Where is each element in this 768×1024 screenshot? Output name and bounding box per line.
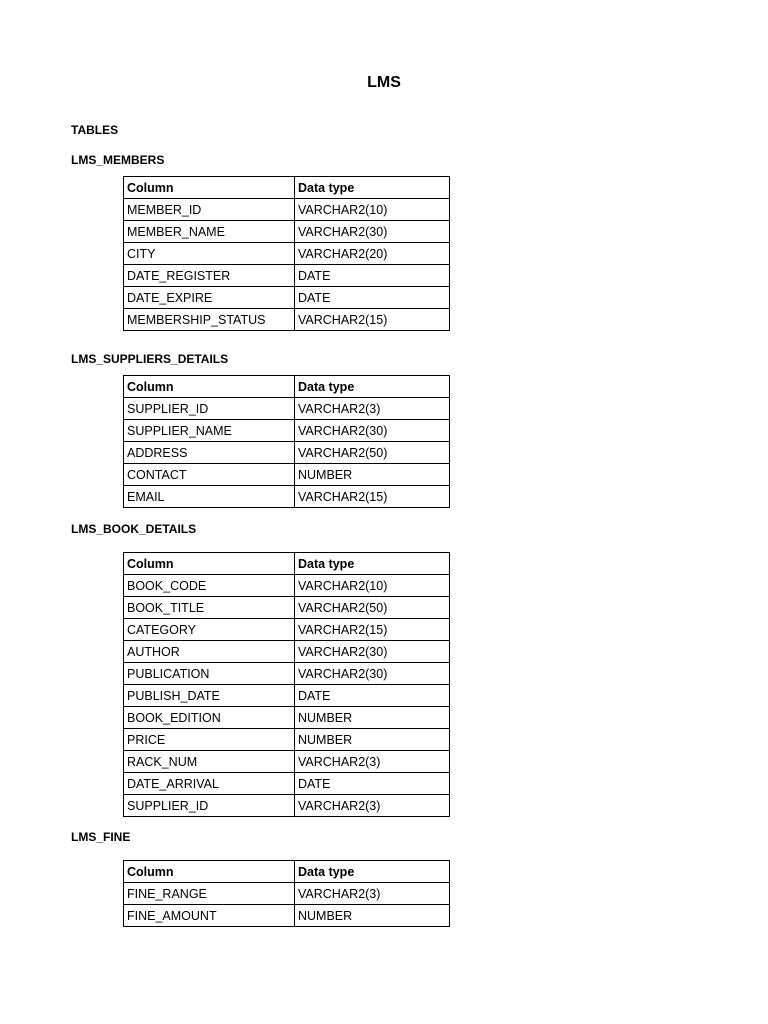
table-row <box>124 464 450 486</box>
column-name-cell: CITY <box>124 243 295 265</box>
data-type-cell: NUMBER <box>295 729 450 751</box>
data-type-cell: VARCHAR2(30) <box>295 420 450 442</box>
column-name-cell: CATEGORY <box>124 619 295 641</box>
data-type-header: Data type <box>295 861 450 883</box>
data-type-cell: VARCHAR2(30) <box>295 663 450 685</box>
column-name-cell: PUBLISH_DATE <box>124 685 295 707</box>
column-name-cell: CONTACT <box>124 464 295 486</box>
data-type-header: Data type <box>295 177 450 199</box>
table-row <box>124 398 450 420</box>
data-type-cell: DATE <box>295 265 450 287</box>
column-name-cell: PUBLICATION <box>124 663 295 685</box>
header-row <box>124 553 450 575</box>
column-name-cell: MEMBER_NAME <box>124 221 295 243</box>
column-header: Column <box>124 376 295 398</box>
data-type-cell: NUMBER <box>295 464 450 486</box>
data-type-cell: NUMBER <box>295 905 450 927</box>
column-name-cell: RACK_NUM <box>124 751 295 773</box>
data-type-cell: VARCHAR2(3) <box>295 398 450 420</box>
table-row <box>124 905 450 927</box>
table-row <box>124 795 450 817</box>
column-name-cell: SUPPLIER_NAME <box>124 420 295 442</box>
data-type-cell: VARCHAR2(20) <box>295 243 450 265</box>
table-row <box>124 751 450 773</box>
data-type-cell: VARCHAR2(50) <box>295 442 450 464</box>
data-type-cell: VARCHAR2(10) <box>295 575 450 597</box>
data-type-cell: VARCHAR2(3) <box>295 751 450 773</box>
table-row <box>124 619 450 641</box>
table-row <box>124 883 450 905</box>
table-row <box>124 773 450 795</box>
data-type-cell: VARCHAR2(30) <box>295 641 450 663</box>
column-name-cell: ADDRESS <box>124 442 295 464</box>
section-heading-tables: TABLES <box>71 123 119 137</box>
table-heading-lms-book-details: LMS_BOOK_DETAILS <box>71 522 197 536</box>
header-row <box>124 376 450 398</box>
table-row <box>124 486 450 508</box>
column-name-cell: BOOK_CODE <box>124 575 295 597</box>
column-name-cell: AUTHOR <box>124 641 295 663</box>
column-name-cell: MEMBER_ID <box>124 199 295 221</box>
table-heading-lms-members: LMS_MEMBERS <box>71 153 165 167</box>
data-type-cell: DATE <box>295 287 450 309</box>
table-row <box>124 707 450 729</box>
table-row <box>124 729 450 751</box>
column-name-cell: SUPPLIER_ID <box>124 398 295 420</box>
column-header: Column <box>124 861 295 883</box>
data-type-cell: DATE <box>295 773 450 795</box>
table-lms-fine <box>123 860 450 927</box>
header-row <box>124 177 450 199</box>
table-lms-members <box>123 176 450 331</box>
column-name-cell: FINE_AMOUNT <box>124 905 295 927</box>
data-type-cell: VARCHAR2(15) <box>295 309 450 331</box>
column-name-cell: PRICE <box>124 729 295 751</box>
table-row <box>124 287 450 309</box>
data-type-cell: VARCHAR2(15) <box>295 486 450 508</box>
table-row <box>124 663 450 685</box>
data-type-cell: VARCHAR2(3) <box>295 795 450 817</box>
column-name-cell: DATE_EXPIRE <box>124 287 295 309</box>
table-row <box>124 199 450 221</box>
column-header: Column <box>124 177 295 199</box>
table-row <box>124 575 450 597</box>
document-title: LMS <box>367 74 401 91</box>
column-name-cell: BOOK_EDITION <box>124 707 295 729</box>
column-name-cell: SUPPLIER_ID <box>124 795 295 817</box>
table-row <box>124 243 450 265</box>
column-name-cell: FINE_RANGE <box>124 883 295 905</box>
table-lms-suppliers-details <box>123 375 450 508</box>
data-type-cell: NUMBER <box>295 707 450 729</box>
column-name-cell: BOOK_TITLE <box>124 597 295 619</box>
data-type-cell: VARCHAR2(50) <box>295 597 450 619</box>
table-row <box>124 309 450 331</box>
table-row <box>124 265 450 287</box>
data-type-cell: VARCHAR2(15) <box>295 619 450 641</box>
data-type-cell: VARCHAR2(30) <box>295 221 450 243</box>
table-row <box>124 641 450 663</box>
data-type-header: Data type <box>295 376 450 398</box>
column-header: Column <box>124 553 295 575</box>
header-row <box>124 861 450 883</box>
column-name-cell: DATE_ARRIVAL <box>124 773 295 795</box>
table-row <box>124 685 450 707</box>
column-name-cell: DATE_REGISTER <box>124 265 295 287</box>
data-type-header: Data type <box>295 553 450 575</box>
table-row <box>124 597 450 619</box>
column-name-cell: EMAIL <box>124 486 295 508</box>
data-type-cell: VARCHAR2(3) <box>295 883 450 905</box>
table-row <box>124 420 450 442</box>
table-lms-book-details <box>123 552 450 817</box>
column-name-cell: MEMBERSHIP_STATUS <box>124 309 295 331</box>
table-heading-lms-suppliers-details: LMS_SUPPLIERS_DETAILS <box>71 352 229 366</box>
table-heading-lms-fine: LMS_FINE <box>71 830 131 844</box>
data-type-cell: DATE <box>295 685 450 707</box>
data-type-cell: VARCHAR2(10) <box>295 199 450 221</box>
table-row <box>124 442 450 464</box>
table-row <box>124 221 450 243</box>
